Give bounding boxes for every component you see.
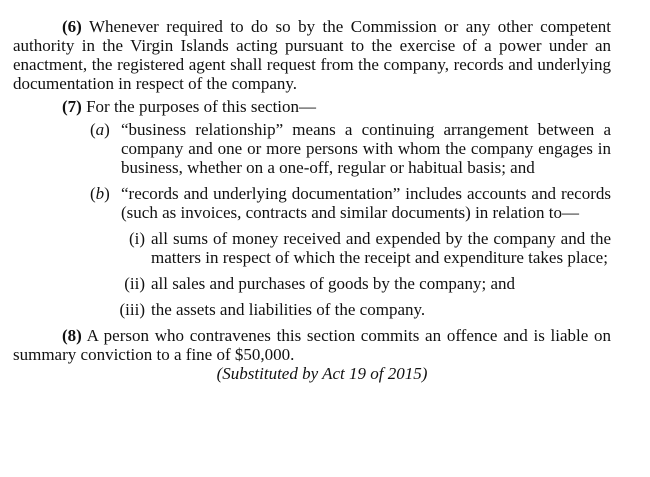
sub-item-ii-label: (ii) [124, 274, 145, 293]
sub-item-iii-label: (iii) [119, 300, 145, 319]
paragraph-7 [13, 97, 611, 116]
paragraph-8-text: A person who contravenes this section commits an offence and is liable on summary conviction to a fine of $50,000. [13, 326, 612, 364]
definition-a-text: “business relationship” means a continuing arrangement between a company and one or more persons with whom the company engages in business, whether on a one-off, regular or habitual basis; and [121, 120, 611, 177]
definition-b-label: (b) [90, 184, 110, 203]
paragraph-6-number: (6) [62, 17, 82, 36]
sub-item-i-label: (i) [128, 229, 145, 248]
paragraph-7-text: For the purposes of this section— [86, 97, 317, 116]
sub-item-ii-text: all sales and purchases of goods by the company; and [151, 274, 515, 293]
paragraph-6 [13, 17, 611, 93]
definition-b [13, 184, 611, 222]
paragraph-7-number: (7) [62, 97, 82, 116]
paragraph-8-number: (8) [62, 326, 82, 345]
source-note: (Substituted by Act 19 of 2015) [216, 364, 428, 383]
definition-a [13, 120, 611, 177]
sub-item-ii [13, 274, 611, 293]
paragraph-6-text: Whenever required to do so by the Commission or any other competent authority in the Virgin Islands acting pursuant to the exercise of a power under an enactment, the registered agent shall request from the company, records and underlying documentation in respect of the company. [13, 17, 611, 93]
definition-a-label: (a) [90, 120, 110, 139]
sub-item-iii-text: the assets and liabilities of the company. [151, 300, 426, 319]
sub-item-i-text: all sums of money received and expended by the company and the matters in respect of which the receipt and expenditure takes place; [151, 229, 611, 267]
sub-item-iii [13, 300, 611, 319]
definition-b-text: “records and underlying documentation” includes accounts and records (such as invoices, contracts and similar documents) in relation to— [121, 184, 611, 222]
sub-item-i [13, 229, 611, 267]
paragraph-8 [13, 326, 611, 364]
document-page [13, 17, 611, 400]
